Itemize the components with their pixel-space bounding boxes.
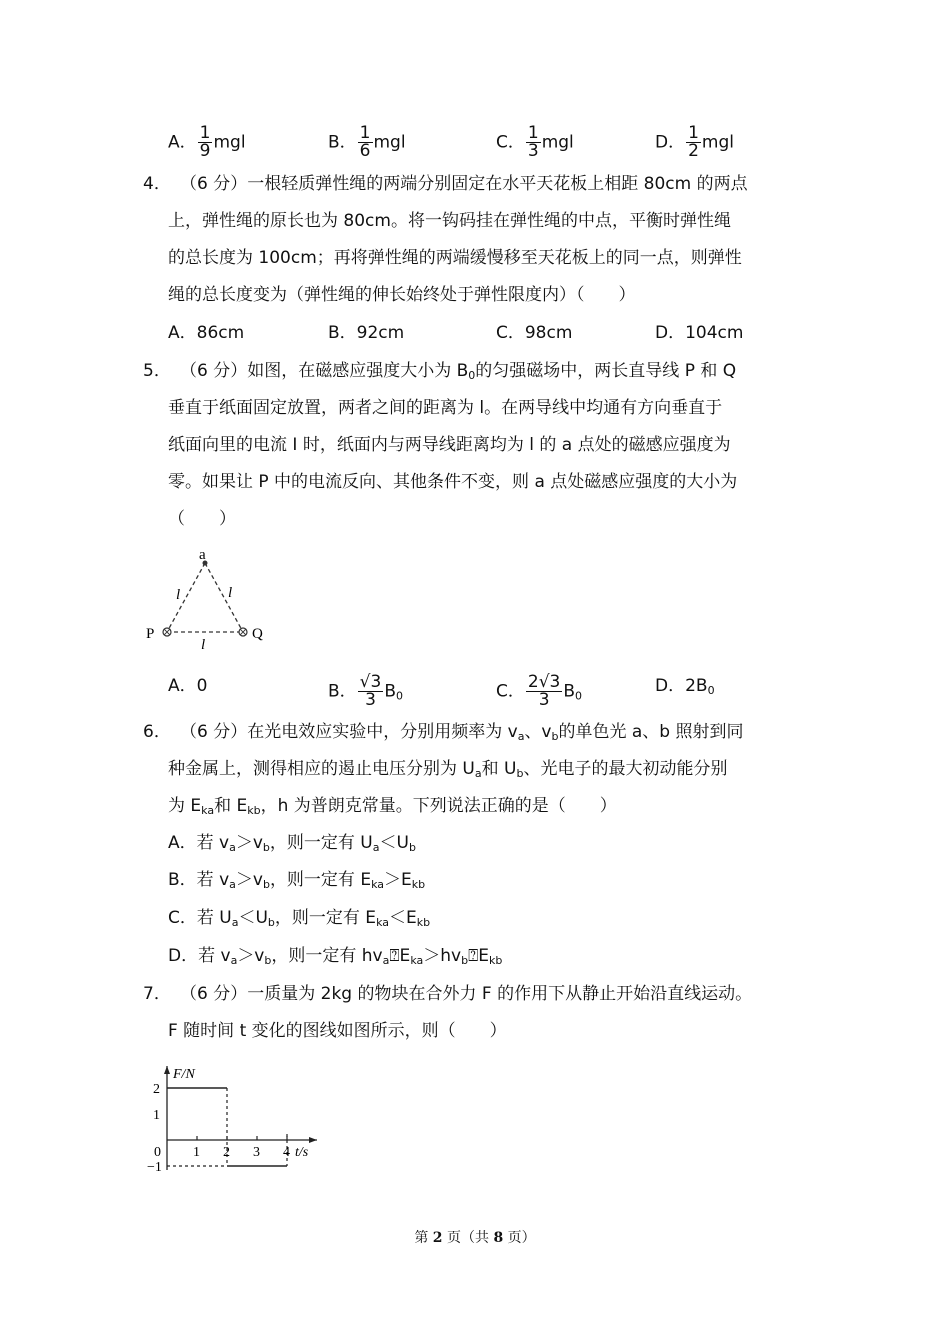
- page-footer: 第 2 页（共 8 页）: [414, 1230, 536, 1246]
- q3-option-b: B． $\frac{1}{6}$ mgl: [328, 123, 406, 161]
- q4-number: 4．: [143, 174, 171, 194]
- q5-option-b: B． $\frac{√3}{3}$ $B_0$: [328, 672, 403, 710]
- q4-text-line: 的总长度为 100cm；再将弹性绳的两端缓慢移至天花板上的同一点，则弹性: [168, 248, 742, 268]
- q5-number: 5．: [143, 361, 171, 381]
- fraction: $\frac{1}{9}$: [199, 123, 211, 161]
- wire-q-symbol: [239, 628, 247, 636]
- fraction: $\frac{2√3}{3}$: [527, 672, 561, 710]
- q6-text-line: （6 分）在光电效应实验中，分别用频率为 $v_a$、$v_b$的单色光 a、b 照射到同: [180, 722, 744, 743]
- wire-p-symbol: [163, 628, 171, 636]
- fraction: $\frac{1}{3}$: [527, 123, 539, 161]
- label-a: a: [199, 547, 206, 563]
- x-axis-title: t/s: [295, 1145, 309, 1160]
- q3-option-a: A． $\frac{1}{9}$ mgl: [168, 123, 246, 161]
- q4-option-d: D．104cm: [655, 323, 744, 343]
- q4-option-c: C．98cm: [496, 323, 573, 343]
- q6-text-line: 为 $E_{ka}$和 $E_{kb}$，h 为普朗克常量。下列说法正确的是（ ）: [168, 796, 617, 817]
- q7-text-line: （6 分）一质量为 2kg 的物块在合外力 F 的作用下从静止开始沿直线运动。: [180, 984, 753, 1004]
- page-total: 8: [493, 1230, 504, 1246]
- x-tick-label: 0: [154, 1145, 161, 1160]
- right-side-line: [205, 563, 243, 632]
- q4-text-line: （6 分）一根轻质弹性绳的两端分别固定在水平天花板上相距 80cm 的两点: [180, 174, 748, 194]
- q4-text-line: 绳的总长度变为（弹性绳的伸长始终处于弹性限度内）（ ）: [168, 285, 636, 305]
- page-number: 2: [432, 1230, 443, 1246]
- q6-option-c: C．若 $U_a<U_b$，则一定有 $E_{ka}<E_{kb}$: [168, 908, 431, 929]
- q4-text-line: 上，弹性绳的原长也为 80cm。将一钩码挂在弹性绳的中点，平衡时弹性绳: [168, 211, 731, 231]
- q6-option-b: B．若 $v_a>v_b$，则一定有 $E_{ka}>E_{kb}$: [168, 870, 426, 891]
- q5-text-line: （6 分）如图，在磁感应强度大小为 $B_0$的匀强磁场中，两长直导线 P 和 Q: [180, 361, 737, 382]
- q5-option-c: C． $\frac{2√3}{3}$ $B_0$: [496, 672, 583, 710]
- label-l-right: l: [228, 585, 233, 601]
- q5-figure: [140, 545, 280, 650]
- fraction: $\frac{1}{2}$: [688, 123, 699, 161]
- q5-option-d: D．$2B_0$: [655, 676, 715, 697]
- q7-text-line: F 随时间 t 变化的图线如图所示，则（ ）: [168, 1021, 507, 1041]
- y-tick-label: 2: [153, 1082, 160, 1097]
- y-axis-arrow: [164, 1066, 170, 1074]
- q6-option-d: D．若 $v_a>v_b$，则一定有 $hv_a⍰E_{ka}>hv_b⍰E_{kb}$: [168, 946, 503, 967]
- x-tick-label: 3: [253, 1145, 260, 1160]
- label-l-left: l: [176, 587, 181, 603]
- q7-number: 7．: [143, 984, 171, 1004]
- left-side-line: [167, 563, 205, 632]
- x-tick-label: 4: [283, 1145, 290, 1160]
- q6-option-a: A．若 $v_a>v_b$，则一定有 $U_a<U_b$: [168, 833, 416, 854]
- q5-text-line: （ ）: [168, 509, 236, 529]
- q5-option-a: A．0: [168, 676, 208, 696]
- y-tick-label: 1: [153, 1108, 160, 1123]
- y-tick-label: −1: [147, 1160, 162, 1175]
- q5-text-line: 零。如果让 P 中的电流反向、其他条件不变，则 a 点处磁感应强度的大小为: [168, 472, 738, 492]
- x-tick-label: 2: [223, 1145, 230, 1160]
- q6-text-line: 种金属上，测得相应的遏止电压分别为 $U_a$和 $U_b$、光电子的最大初动能分别: [168, 759, 728, 780]
- label-p: P: [146, 626, 155, 642]
- y-axis-title: F/N: [173, 1067, 195, 1082]
- fraction: $\frac{√3}{3}$: [359, 672, 382, 710]
- q5-text-line: 垂直于纸面固定放置，两者之间的距离为 l。在两导线中均通有方向垂直于: [168, 398, 723, 418]
- q6-number: 6．: [143, 722, 171, 742]
- fraction: $\frac{1}{6}$: [359, 123, 371, 161]
- q3-option-c: C． $\frac{1}{3}$ mgl: [496, 123, 574, 161]
- q4-option-b: B．92cm: [328, 323, 405, 343]
- x-tick-label: 1: [193, 1145, 200, 1160]
- force-time-chart: [140, 1058, 340, 1183]
- label-l-bottom: l: [201, 637, 206, 650]
- label-q: Q: [252, 626, 263, 642]
- x-axis-arrow: [309, 1137, 317, 1143]
- q3-option-d: D． $\frac{1}{2}$ mgl: [655, 123, 734, 161]
- q5-text-line: 纸面向里的电流 I 时，纸面内与两导线距离均为 l 的 a 点处的磁感应强度为: [168, 435, 731, 455]
- q4-option-a: A．86cm: [168, 323, 245, 343]
